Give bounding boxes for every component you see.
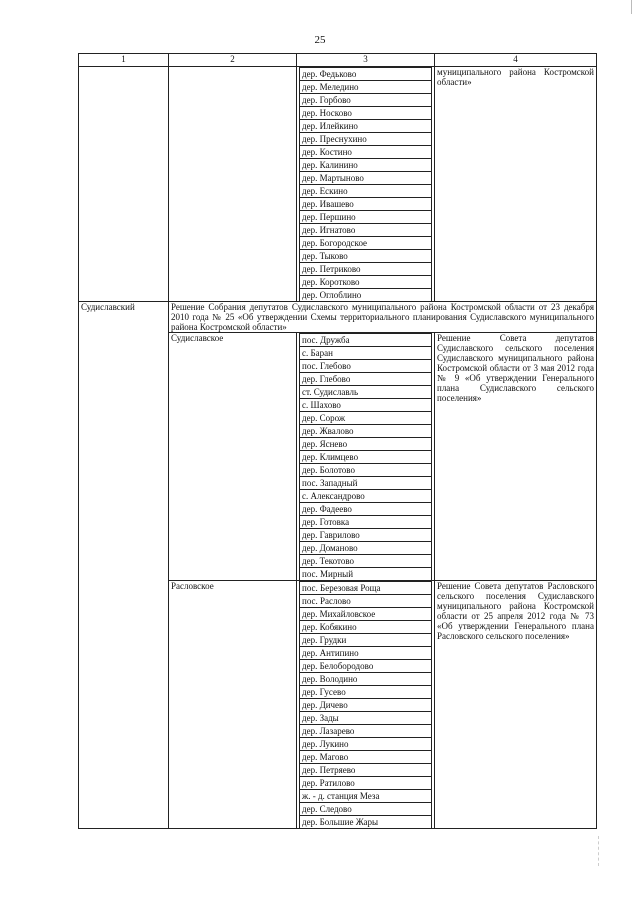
village-row bbox=[300, 451, 432, 464]
villages-cell bbox=[297, 67, 435, 302]
village-row bbox=[300, 107, 432, 120]
settlement-decision: Решение Совета депутатов Расловского сельского поселения Судиславского муниципального района Костромской области от 25 апреля 2012 года № 73 «Об утверждении Генерального плана Расловского сельского поселения» bbox=[435, 581, 597, 829]
village-name: дер. Болотово bbox=[300, 464, 432, 477]
village-name: дер. Грудки bbox=[300, 634, 432, 647]
village-name: дер. Глебово bbox=[300, 373, 432, 386]
village-name: дер. Гаврилово bbox=[300, 529, 432, 542]
village-row bbox=[300, 634, 432, 647]
settlement-name: Судиславское bbox=[169, 333, 297, 581]
village-row bbox=[300, 673, 432, 686]
district-decision: Решение Собрания депутатов Судиславского муниципального района Костромской области от 23 декабря 2010 года № 25 «Об утверждении Схемы территориального планирования Судиславского муниципального района Костромской области» bbox=[169, 302, 597, 333]
village-row bbox=[300, 555, 432, 568]
village-row bbox=[300, 725, 432, 738]
village-row bbox=[300, 712, 432, 725]
village-row bbox=[300, 568, 432, 581]
village-name: пос. Дружба bbox=[300, 334, 432, 347]
village-name: дер. Першино bbox=[300, 211, 432, 224]
village-row bbox=[300, 211, 432, 224]
village-row bbox=[300, 373, 432, 386]
village-name: дер. Фадеево bbox=[300, 503, 432, 516]
village-row bbox=[300, 764, 432, 777]
continuation-row bbox=[79, 67, 597, 302]
village-row bbox=[300, 185, 432, 198]
village-name: дер. Оглоблино bbox=[300, 289, 432, 302]
village-row bbox=[300, 68, 432, 81]
village-name: дер. Ратилово bbox=[300, 777, 432, 790]
village-name: дер. Калинино bbox=[300, 159, 432, 172]
village-row bbox=[300, 660, 432, 673]
village-row bbox=[300, 803, 432, 816]
territorial-planning-table bbox=[78, 53, 597, 829]
village-row bbox=[300, 146, 432, 159]
village-name: дер. Дичево bbox=[300, 699, 432, 712]
village-name: дер. Доманово bbox=[300, 542, 432, 555]
village-name: пос. Мирный bbox=[300, 568, 432, 581]
village-row bbox=[300, 542, 432, 555]
village-list bbox=[299, 333, 432, 580]
village-name: с. Шахово bbox=[300, 399, 432, 412]
village-name: пос. Западный bbox=[300, 477, 432, 490]
decision-cell: муниципального района Костромской области» bbox=[435, 67, 597, 302]
village-row bbox=[300, 699, 432, 712]
settlement-cell-empty bbox=[169, 67, 297, 302]
village-name: дер. Текотово bbox=[300, 555, 432, 568]
village-name: пос. Раслово bbox=[300, 595, 432, 608]
village-name: дер. Антипино bbox=[300, 647, 432, 660]
village-name: ст. Судиславль bbox=[300, 386, 432, 399]
village-row bbox=[300, 399, 432, 412]
village-name: дер. Игнатово bbox=[300, 224, 432, 237]
district-row bbox=[79, 302, 597, 333]
village-row bbox=[300, 360, 432, 373]
village-name: дер. Зады bbox=[300, 712, 432, 725]
village-name: дер. Горбово bbox=[300, 94, 432, 107]
village-list bbox=[299, 67, 432, 301]
village-name: дер. Гусево bbox=[300, 686, 432, 699]
village-row bbox=[300, 582, 432, 595]
village-name: с. Баран bbox=[300, 347, 432, 360]
village-row bbox=[300, 386, 432, 399]
village-row bbox=[300, 777, 432, 790]
village-name: дер. Федьково bbox=[300, 68, 432, 81]
villages-cell bbox=[297, 333, 435, 581]
village-name: дер. Жвалово bbox=[300, 425, 432, 438]
village-name: дер. Сорож bbox=[300, 412, 432, 425]
village-row bbox=[300, 490, 432, 503]
village-name: дер. Климцево bbox=[300, 451, 432, 464]
village-name: дер. Костино bbox=[300, 146, 432, 159]
village-name: ж. - д. станция Меза bbox=[300, 790, 432, 803]
district-name: Судиславский bbox=[79, 302, 169, 829]
village-row bbox=[300, 477, 432, 490]
village-row bbox=[300, 133, 432, 146]
village-row bbox=[300, 738, 432, 751]
village-row bbox=[300, 608, 432, 621]
village-name: дер. Володино bbox=[300, 673, 432, 686]
village-row bbox=[300, 595, 432, 608]
district-cell-empty bbox=[79, 67, 169, 302]
village-row bbox=[300, 425, 432, 438]
village-name: дер. Большие Жары bbox=[300, 816, 432, 829]
village-row bbox=[300, 276, 432, 289]
village-row bbox=[300, 790, 432, 803]
village-row bbox=[300, 347, 432, 360]
village-row bbox=[300, 263, 432, 276]
village-name: с. Александрово bbox=[300, 490, 432, 503]
village-name: дер. Петряево bbox=[300, 764, 432, 777]
village-name: дер. Михайловское bbox=[300, 608, 432, 621]
village-name: дер. Следово bbox=[300, 803, 432, 816]
column-number: 2 bbox=[169, 54, 297, 67]
villages-cell bbox=[297, 581, 435, 829]
village-row bbox=[300, 289, 432, 302]
village-name: дер. Ескино bbox=[300, 185, 432, 198]
village-name: дер. Богородское bbox=[300, 237, 432, 250]
village-name: дер. Преснухино bbox=[300, 133, 432, 146]
village-row bbox=[300, 412, 432, 425]
village-name: дер. Кобякино bbox=[300, 621, 432, 634]
village-row bbox=[300, 224, 432, 237]
column-number: 4 bbox=[435, 54, 597, 67]
page-number: 25 bbox=[314, 34, 326, 46]
village-row bbox=[300, 250, 432, 263]
village-name: дер. Мелединo bbox=[300, 81, 432, 94]
village-row bbox=[300, 686, 432, 699]
village-name: дер. Яснево bbox=[300, 438, 432, 451]
column-number-row bbox=[79, 54, 597, 67]
village-row bbox=[300, 159, 432, 172]
village-row bbox=[300, 237, 432, 250]
village-row bbox=[300, 172, 432, 185]
village-list bbox=[299, 581, 432, 828]
village-name: пос. Глебово bbox=[300, 360, 432, 373]
village-row bbox=[300, 94, 432, 107]
column-number: 1 bbox=[79, 54, 169, 67]
column-number: 3 bbox=[297, 54, 435, 67]
village-name: пос. Березовая Роща bbox=[300, 582, 432, 595]
scan-mark bbox=[598, 836, 600, 866]
village-row bbox=[300, 751, 432, 764]
village-name: дер. Коротково bbox=[300, 276, 432, 289]
village-row bbox=[300, 621, 432, 634]
village-name: дер. Ивашево bbox=[300, 198, 432, 211]
village-name: дер. Мартыново bbox=[300, 172, 432, 185]
scan-mark bbox=[631, 0, 632, 14]
village-name: дер. Илейкино bbox=[300, 120, 432, 133]
village-row bbox=[300, 81, 432, 94]
village-row bbox=[300, 816, 432, 829]
village-name: дер. Магово bbox=[300, 751, 432, 764]
village-name: дер. Лукино bbox=[300, 738, 432, 751]
village-row bbox=[300, 198, 432, 211]
village-name: дер. Готовка bbox=[300, 516, 432, 529]
village-name: дер. Тыково bbox=[300, 250, 432, 263]
village-row bbox=[300, 529, 432, 542]
village-row bbox=[300, 464, 432, 477]
village-name: дер. Носково bbox=[300, 107, 432, 120]
settlement-decision: Решение Совета депутатов Судиславского сельского поселения Судиславского муниципального района Костромской области от 3 мая 2012 года № 9 «Об утверждении Генерального плана Судиславского сельского поселения» bbox=[435, 333, 597, 581]
village-row bbox=[300, 334, 432, 347]
village-row bbox=[300, 120, 432, 133]
village-name: дер. Лазарево bbox=[300, 725, 432, 738]
village-row bbox=[300, 516, 432, 529]
settlement-name: Расловское bbox=[169, 581, 297, 829]
village-row bbox=[300, 647, 432, 660]
village-name: дер. Белобородово bbox=[300, 660, 432, 673]
village-name: дер. Петриково bbox=[300, 263, 432, 276]
village-row bbox=[300, 438, 432, 451]
village-row bbox=[300, 503, 432, 516]
